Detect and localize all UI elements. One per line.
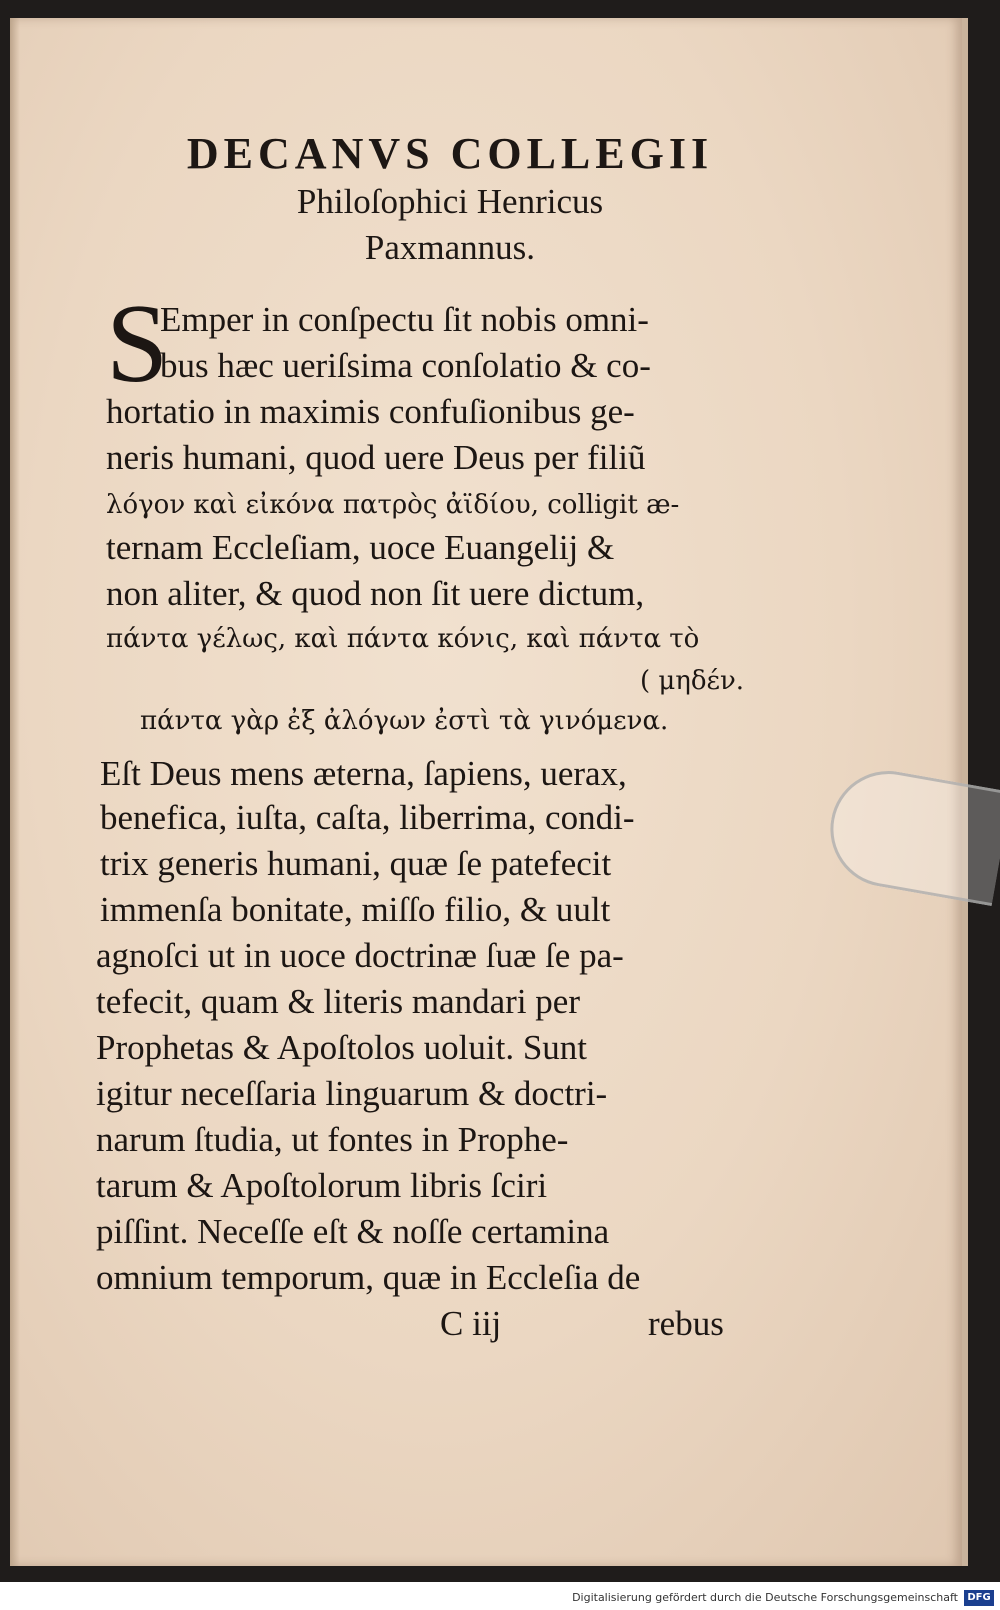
- text-line: Eſt Deus mens æterna, ſapiens, uerax,: [100, 754, 627, 793]
- text-line: Prophetas & Apoſtolos uoluit. Sunt: [96, 1028, 588, 1067]
- text-line: [106, 484, 679, 519]
- heading-line-3: Paxmannus.: [364, 228, 536, 267]
- greek-line: πάντα γὰρ ἐξ ἀλόγων ἐστὶ τὰ γινόμενα.: [140, 706, 669, 736]
- text-line: agnoſci ut in uoce doctrinæ ſuæ ſe pa-: [96, 936, 624, 975]
- text-line: bus hæc ueriſsima conſolatio & co-: [160, 346, 651, 385]
- text-line: omnium temporum, quæ in Eccleſia de: [96, 1258, 641, 1297]
- drop-cap: S: [106, 282, 169, 406]
- signature-mark: C iij: [440, 1304, 502, 1343]
- text-line: ternam Eccleſiam, uoce Euangelij &: [106, 528, 615, 567]
- greek-line: ( μηδέν.: [640, 666, 745, 696]
- text-line: benefica, iuſta, caſta, liberrima, condi-: [100, 798, 635, 837]
- text-line: non aliter, & quod non ſit uere dictum,: [106, 574, 645, 613]
- page-gutter-shadow: [10, 18, 20, 1566]
- text-line: narum ſtudia, ut fontes in Prophe-: [96, 1120, 569, 1159]
- catchword: rebus: [648, 1304, 724, 1343]
- text-line: tarum & Apoſtolorum libris ſciri: [96, 1166, 548, 1205]
- text-line: igitur neceſſaria linguarum & doctri-: [96, 1074, 608, 1113]
- greek-line: πάντα γέλως, καὶ πάντα κόνις, καὶ πάντα τὸ: [106, 624, 700, 654]
- scan-footer: [0, 1588, 1000, 1610]
- text-line: neris humani, quod uere Deus per filiũ: [106, 438, 646, 477]
- text-line: piſſint. Neceſſe eſt & noſſe certamina: [96, 1212, 610, 1251]
- funding-credit: Digitalisierung gefördert durch die Deutsche Forschungsgemeinschaft: [572, 1591, 958, 1604]
- heading-line-2: Philoſophici Henricus: [296, 182, 604, 221]
- text-line: tefecit, quam & literis mandari per: [96, 982, 580, 1021]
- dfg-logo: DFG: [964, 1590, 994, 1606]
- text-line: trix generis humani, quæ ſe patefecit: [100, 844, 612, 883]
- heading-line-1: DECANVS COLLEGII: [186, 129, 714, 178]
- text-line: hortatio in maximis confuſionibus ge-: [106, 392, 635, 431]
- greek-phrase: λόγον καὶ εἰκόνα πατρὸς ἀϊδίου, colligit æ-: [106, 490, 680, 520]
- text-line: Emper in conſpectu ſit nobis omni-: [160, 300, 649, 339]
- text-line: immenſa bonitate, miſſo filio, & uult: [100, 890, 611, 929]
